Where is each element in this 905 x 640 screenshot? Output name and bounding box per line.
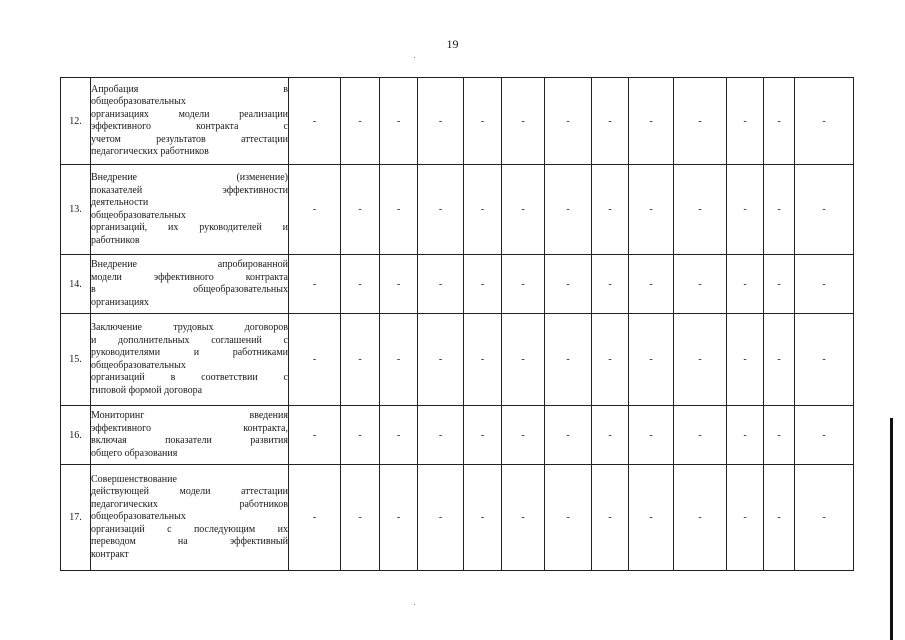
value-cell: - <box>502 255 545 314</box>
description-line: работников <box>91 234 140 246</box>
value-cell: - <box>764 314 795 406</box>
value-cell: - <box>674 314 727 406</box>
value-cell: - <box>727 78 764 165</box>
value-cell: - <box>418 255 464 314</box>
description-line: модели эффективного контракта <box>91 271 288 283</box>
value-cell: - <box>341 465 380 571</box>
description-line: типовой формой договора <box>91 384 203 396</box>
value-cell: - <box>629 255 674 314</box>
value-cell: - <box>545 465 592 571</box>
measure-description <box>91 314 289 406</box>
description-line: переводом на эффективный <box>91 536 288 548</box>
value-cell: - <box>795 406 854 465</box>
measure-description <box>91 465 289 571</box>
description-line: общеобразовательных <box>91 359 186 371</box>
measure-description <box>91 255 289 314</box>
row-number: 13. <box>61 165 91 255</box>
description-line: Мониторинг введения <box>91 410 288 421</box>
value-cell: - <box>502 78 545 165</box>
value-cell: - <box>727 255 764 314</box>
measure-description <box>91 78 289 165</box>
table-row <box>61 406 854 465</box>
value-cell: - <box>289 255 341 314</box>
description-line: организаций с последующим их <box>91 523 288 535</box>
value-cell: - <box>464 465 502 571</box>
description-line: общеобразовательных <box>91 96 186 107</box>
value-cell: - <box>341 255 380 314</box>
value-cell: - <box>545 406 592 465</box>
value-cell: - <box>629 165 674 255</box>
value-cell: - <box>795 78 854 165</box>
value-cell: - <box>592 314 629 406</box>
description-line: действующей модели аттестации <box>91 486 288 498</box>
value-cell: - <box>502 165 545 255</box>
table-row <box>61 78 854 165</box>
value-cell: - <box>502 314 545 406</box>
description-line: учетом результатов аттестации <box>91 133 288 145</box>
value-cell: - <box>795 314 854 406</box>
description-line: организациях <box>91 296 149 308</box>
description-line: общеобразовательных <box>91 511 186 523</box>
value-cell: - <box>592 255 629 314</box>
value-cell: - <box>380 314 418 406</box>
value-cell: - <box>592 165 629 255</box>
value-cell: - <box>674 406 727 465</box>
value-cell: - <box>502 465 545 571</box>
description-line: педагогических работников <box>91 146 209 157</box>
value-cell: - <box>629 465 674 571</box>
description-line: педагогических работников <box>91 498 288 510</box>
value-cell: - <box>289 165 341 255</box>
description-line: Совершенствование <box>91 473 177 485</box>
value-cell: - <box>764 78 795 165</box>
measure-description <box>91 165 289 255</box>
value-cell: - <box>545 165 592 255</box>
value-cell: - <box>341 406 380 465</box>
description-line: руководителями и работниками <box>91 347 288 358</box>
value-cell: - <box>289 406 341 465</box>
value-cell: - <box>418 406 464 465</box>
value-cell: - <box>341 314 380 406</box>
value-cell: - <box>795 465 854 571</box>
value-cell: - <box>629 406 674 465</box>
description-line: показателей эффективности <box>91 184 288 196</box>
value-cell: - <box>764 255 795 314</box>
value-cell: - <box>380 465 418 571</box>
page-number: 19 <box>446 37 459 51</box>
description-line: эффективного контракта, <box>91 422 288 434</box>
value-cell: - <box>289 465 341 571</box>
description-line: включая показатели развития <box>91 435 288 446</box>
value-cell: - <box>341 165 380 255</box>
value-cell: - <box>592 78 629 165</box>
value-cell: - <box>764 165 795 255</box>
description-line: в общеобразовательных <box>91 284 288 295</box>
measures-table <box>60 77 854 571</box>
description-line: эффективного контракта с <box>91 121 288 132</box>
scan-speck <box>414 57 415 58</box>
table-row <box>61 314 854 406</box>
value-cell: - <box>727 165 764 255</box>
value-cell: - <box>674 165 727 255</box>
value-cell: - <box>380 165 418 255</box>
value-cell: - <box>289 314 341 406</box>
table-body <box>61 78 854 571</box>
description-line: организаций, их руководителей и <box>91 222 288 233</box>
description-line: организациях модели реализации <box>91 108 288 120</box>
value-cell: - <box>464 255 502 314</box>
value-cell: - <box>795 255 854 314</box>
description-line: организаций в соответствии с <box>91 372 288 383</box>
description-line: контракт <box>91 548 129 560</box>
value-cell: - <box>464 406 502 465</box>
value-cell: - <box>502 406 545 465</box>
value-cell: - <box>764 465 795 571</box>
value-cell: - <box>764 406 795 465</box>
value-cell: - <box>545 255 592 314</box>
value-cell: - <box>727 314 764 406</box>
value-cell: - <box>289 78 341 165</box>
value-cell: - <box>418 465 464 571</box>
value-cell: - <box>592 465 629 571</box>
row-number: 14. <box>61 255 91 314</box>
value-cell: - <box>629 314 674 406</box>
value-cell: - <box>341 78 380 165</box>
value-cell: - <box>418 78 464 165</box>
value-cell: - <box>727 465 764 571</box>
row-number: 16. <box>61 406 91 465</box>
value-cell: - <box>674 465 727 571</box>
description-line: и дополнительных соглашений с <box>91 334 288 346</box>
value-cell: - <box>629 78 674 165</box>
description-line: Внедрение апробированной <box>91 259 288 270</box>
scan-speck <box>414 604 415 605</box>
value-cell: - <box>380 255 418 314</box>
value-cell: - <box>418 165 464 255</box>
scan-edge-mark <box>890 418 893 640</box>
value-cell: - <box>464 165 502 255</box>
value-cell: - <box>674 78 727 165</box>
value-cell: - <box>674 255 727 314</box>
description-line: Внедрение (изменение) <box>91 172 288 183</box>
value-cell: - <box>545 314 592 406</box>
row-number: 15. <box>61 314 91 406</box>
value-cell: - <box>464 78 502 165</box>
table-row <box>61 165 854 255</box>
value-cell: - <box>545 78 592 165</box>
value-cell: - <box>795 165 854 255</box>
description-line: Апробация в <box>91 83 288 95</box>
value-cell: - <box>380 78 418 165</box>
row-number: 17. <box>61 465 91 571</box>
value-cell: - <box>418 314 464 406</box>
value-cell: - <box>380 406 418 465</box>
table-row <box>61 255 854 314</box>
measure-description <box>91 406 289 465</box>
value-cell: - <box>592 406 629 465</box>
row-number: 12. <box>61 78 91 165</box>
description-line: Заключение трудовых договоров <box>91 322 288 333</box>
table-row <box>61 465 854 571</box>
value-cell: - <box>727 406 764 465</box>
description-line: общеобразовательных <box>91 209 186 221</box>
description-line: деятельности <box>91 197 149 208</box>
value-cell: - <box>464 314 502 406</box>
description-line: общего образования <box>91 447 178 459</box>
